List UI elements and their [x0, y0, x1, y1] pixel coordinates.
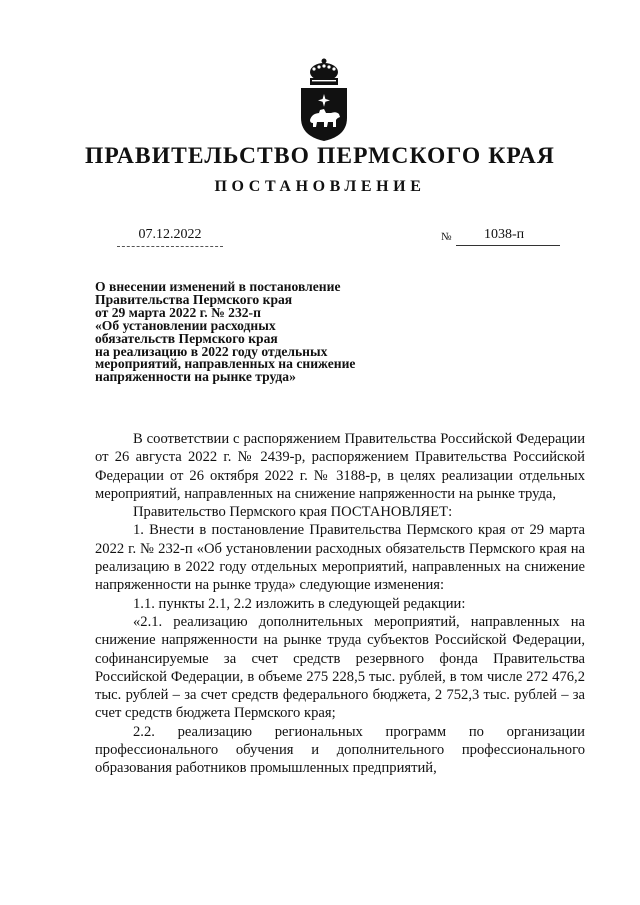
body-paragraph: 2.2. реализацию региональных программ по организации профессионального обучения и дополнительного профессионального образования работников промышленных предприятий,: [95, 723, 585, 777]
document-type: ПОСТАНОВЛЕНИЕ: [214, 178, 426, 195]
body-paragraph: Правительство Пермского края ПОСТАНОВЛЯЕТ:: [133, 504, 453, 521]
government-title: ПРАВИТЕЛЬСТВО ПЕРМСКОГО КРАЯ: [85, 143, 555, 169]
subject-line: напряженности на рынке труда»: [95, 369, 296, 385]
body-paragraph: «2.1. реализацию дополнительных мероприятий, направленных на снижение напряженности на рынке труда субъектов Российской Федерации, софинансируемые за счет средств резервного фонда Правительства Российской Федерации, в объеме 275 228,5 тыс. рублей, в том числе 272 476,2 тыс. рублей – за счет средств федерального бюджета, 2 752,3 тыс. рублей – за счет средств бюджета Пермского края;: [95, 613, 585, 722]
subject-line: Правительства Пермского края: [95, 291, 293, 307]
document-date: 07.12.2022: [117, 227, 223, 247]
number-sign: №: [441, 231, 452, 243]
body-paragraph: 1. Внести в постановление Правительства Пермского края от 29 марта 2022 г. № 232-п «Об установлении расходных обязательств Пермского края на реализацию в 2022 году отдельных мероприятий, направленных на снижение напряженности на рынке труда» следующие изменения:: [95, 522, 585, 594]
document-subject: [95, 281, 395, 384]
coat-of-arms-icon: [298, 58, 350, 142]
body-paragraph: 1.1. пункты 2.1, 2.2 изложить в следующей редакции:: [133, 595, 466, 612]
subject-line: на реализацию в 2022 году отдельных: [95, 343, 328, 359]
subject-line: мероприятий, направленных на снижение: [95, 356, 356, 372]
subject-line: обязательств Пермского края: [95, 330, 278, 346]
subject-line: «Об установлении расходных: [95, 317, 276, 333]
document-number: 1038-п: [456, 227, 560, 246]
subject-line: от 29 марта 2022 г. № 232-п: [95, 304, 261, 320]
document-body: [95, 430, 585, 778]
body-paragraph: В соответствии с распоряжением Правительства Российской Федерации от 26 августа 2022 г. № 2439-р, распоряжением Правительства Российской Федерации от 26 октября 2022 г. № 3188-р, в целях реализации отдельных мероприятий, направленных на снижение напряженности на рынке труда,: [95, 431, 585, 502]
subject-line: О внесении изменений в постановление: [95, 279, 341, 294]
